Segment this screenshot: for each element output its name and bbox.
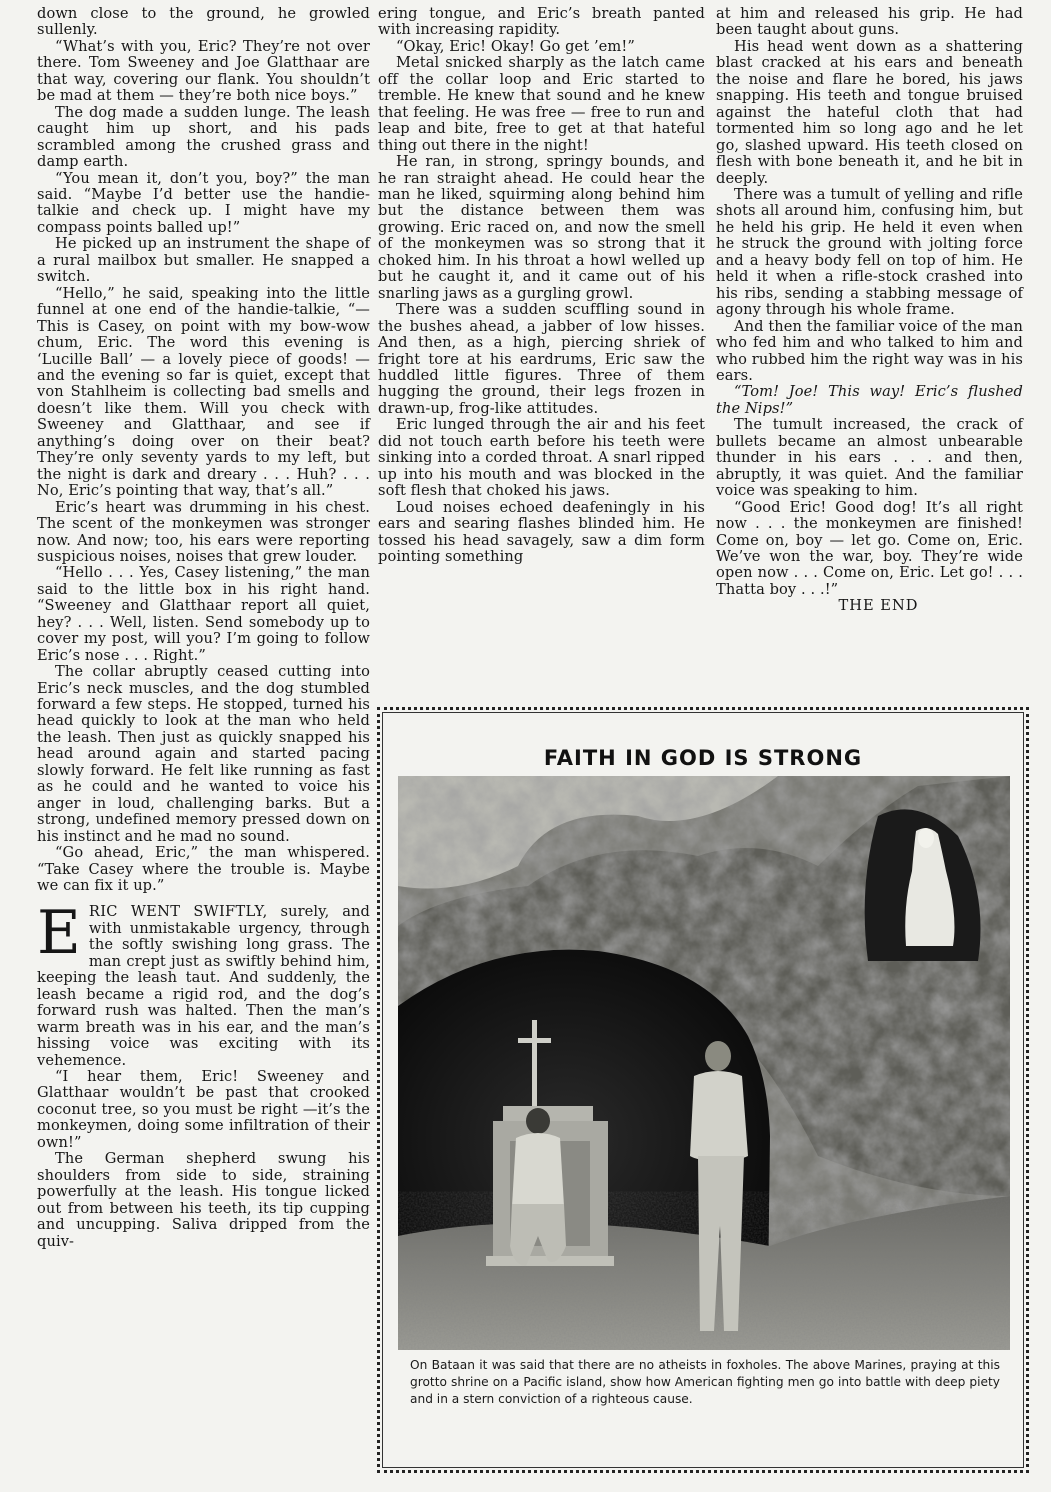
- paragraph: “Hello,” he said, speaking into the little funnel at one end of the handie-talkie, “— This is Casey, on point with my bow-wow chum, Eric. The word this evening is ‘Lucille Ball’ — a lovely piece of goods! — and the evening so far is quiet, except that von Stahlheim is collecting bad smells and doesn’t like them. Will you check with Sweeney and Glatthaar, and see if anything’s doing over on their beat? They’re only seventy yards to my left, but the night is dark and dreary . . . Huh? . . . No, Eric’s pointing that way, that’s all.”: [37, 284, 370, 500]
- paragraph: “Tom! Joe! This way! Eric’s flushed the Nips!”: [716, 383, 1023, 417]
- paragraph: “What’s with you, Eric? They’re not over there. Tom Sweeney and Joe Glatthaar are that way, covering our flank. You shouldn’t be mad at them — they’re both nice boys.”: [37, 37, 370, 105]
- paragraph: “Go ahead, Eric,” the man whispered. “Take Casey where the trouble is. Maybe we can fix it up.”: [37, 844, 370, 895]
- section-lead-paragraph: [37, 898, 370, 1069]
- paragraph: The collar abruptly ceased cutting into Eric’s neck muscles, and the dog stumbled forward a few steps. He stopped, turned his head quickly to look at the man who held the leash. Then just as quickly snapped his head around again and started pacing slowly forward. He felt like running as fast as he could and he wanted to voice his anger in loud, challenging barks. But a strong, undefined memory pressed down on his instinct and he mad no sound.: [37, 663, 370, 845]
- paragraph: down close to the ground, he growled sullenly.: [37, 5, 370, 39]
- paragraph: His head went down as a shattering blast cracked at his ears and beneath the noise and flare he bored, his jaws snapping. His teeth and tongue bruised against the hateful cloth that had tormented him so long ago and he let go, slashed upward. His teeth closed on flesh with bone beneath it, and he bit in deeply.: [716, 37, 1023, 187]
- feature-title: FAITH IN GOD IS STRONG: [543, 746, 863, 770]
- drop-cap: E: [37, 898, 81, 969]
- paragraph: The dog made a sudden lunge. The leash caught him up short, and his pads scrambled among the crushed grass and damp earth.: [37, 103, 370, 171]
- paragraph: Eric’s heart was drumming in his chest. The scent of the monkeymen was stronger now. And now; too, his ears were reporting suspicious noises, noises that grew louder.: [37, 498, 370, 565]
- paragraph: ering tongue, and Eric’s breath panted with increasing rapidity.: [378, 5, 705, 39]
- paragraph: “Okay, Eric! Okay! Go get ’em!”: [396, 37, 635, 55]
- paragraph: Loud noises echoed deafeningly in his ears and searing flashes blinded him. He tossed his head savagely, saw a dim form pointing something: [378, 498, 705, 565]
- photo-caption: On Bataan it was said that there are no atheists in foxholes. The above Marines, praying at this grotto shrine on a Pacific island, show how American fighting men go into battle with deep piety and in a stern conviction of a righteous cause.: [410, 1358, 1000, 1406]
- paragraph: “Good Eric! Good dog! It’s all right now . . . the monkeymen are finished! Come on, boy — let go. Come on, Eric. We’ve won the war, boy. They’re wide open now . . . Come on, Eric. Let go! . . . Thatta boy . . .!”: [716, 498, 1023, 598]
- story-column-3: [716, 6, 1023, 615]
- paragraph: And then the familiar voice of the man who fed him and who talked to him and who rubbed him the right way was in his ears.: [716, 317, 1023, 384]
- paragraph: Metal snicked sharply as the latch came off the collar loop and Eric started to tremble. He knew that sound and he knew that feeling. He was free — free to run and leap and bite, free to get at that hateful thing out there in the night!: [378, 54, 705, 154]
- paragraph: “I hear them, Eric! Sweeney and Glatthaar wouldn’t be past that crooked coconut tree, so you must be right —it’s the monkeymen, doing some infiltration of their own!”: [37, 1068, 370, 1151]
- paragraph: at him and released his grip. He had been taught about guns.: [716, 5, 1023, 39]
- paragraph: He picked up an instrument the shape of a rural mailbox but smaller. He snapped a switch.: [37, 235, 370, 286]
- paragraph: The German shepherd swung his shoulders from side to side, straining powerfully at the leash. His tongue licked out from between his teeth, its tip cupping and uncupping. Saliva dripped from the quiv-: [37, 1150, 370, 1250]
- the-end-label: THE END: [838, 597, 919, 615]
- lead-caps: RIC WENT SWIFTLY,: [88, 903, 268, 921]
- photo-feature-box: [377, 707, 1029, 1473]
- story-column-1: [37, 6, 370, 1250]
- lead-text: surely, and with unmistakable urgency, through the softly swishing long grass. The man crept just as swiftly behind him, keeping the leash taut. And suddenly, the leash became a rigid rod, and the dog’s forward rush was halted. Then the man’s warm breath was in his ear, and the man’s hissing voice was exciting with its vehemence.: [37, 903, 370, 1069]
- paragraph: There was a tumult of yelling and rifle shots all around him, confusing him, but he held his grip. He held it even when he struck the ground with jolting force and a heavy body fell on top of him. He held it when a rifle-stock crashed into his ribs, sending a stabbing message of agony through his whole frame.: [716, 185, 1023, 319]
- paragraph: The tumult increased, the crack of bullets became an almost unbearable thunder in his ears . . . and then, abruptly, it was quiet. And the familiar voice was speaking to him.: [716, 416, 1023, 500]
- paragraph: He ran, in strong, springy bounds, and he ran straight ahead. He could hear the man he liked, squirming along behind him but the distance between them was growing. Eric raced on, and now the smell of the monkeymen was so strong that it choked him. In his throat a howl welled up but he caught it, and it came out of his snarling jaws as a gurgling growl.: [378, 153, 705, 302]
- paragraph: “Hello . . . Yes, Casey listening,” the man said to the little box in his right hand. “Sweeney and Glatthaar report all quiet, hey? . . . Well, listen. Send somebody up to cover my post, will you? I’m going to follow Eric’s nose . . . Right.”: [37, 564, 370, 664]
- grotto-shrine-photo: [398, 776, 1010, 1350]
- paragraph: “You mean it, don’t you, boy?” the man said. “Maybe I’d better use the handie-talkie and check up. I might have my compass points balled up!”: [37, 169, 370, 236]
- paragraph: Eric lunged through the air and his feet did not touch earth before his teeth were sinking into a corded throat. A snarl ripped up into his mouth and was blocked in the soft flesh that choked his jaws.: [378, 416, 705, 500]
- paragraph: There was a sudden scuffling sound in the bushes ahead, a jabber of low hisses. And then, as a high, piercing shriek of fright tore at his eardrums, Eric saw the huddled little figures. Three of them hugging the ground, their legs frozen in drawn-up, frog-like attitudes.: [378, 301, 705, 417]
- story-column-2: [378, 6, 705, 565]
